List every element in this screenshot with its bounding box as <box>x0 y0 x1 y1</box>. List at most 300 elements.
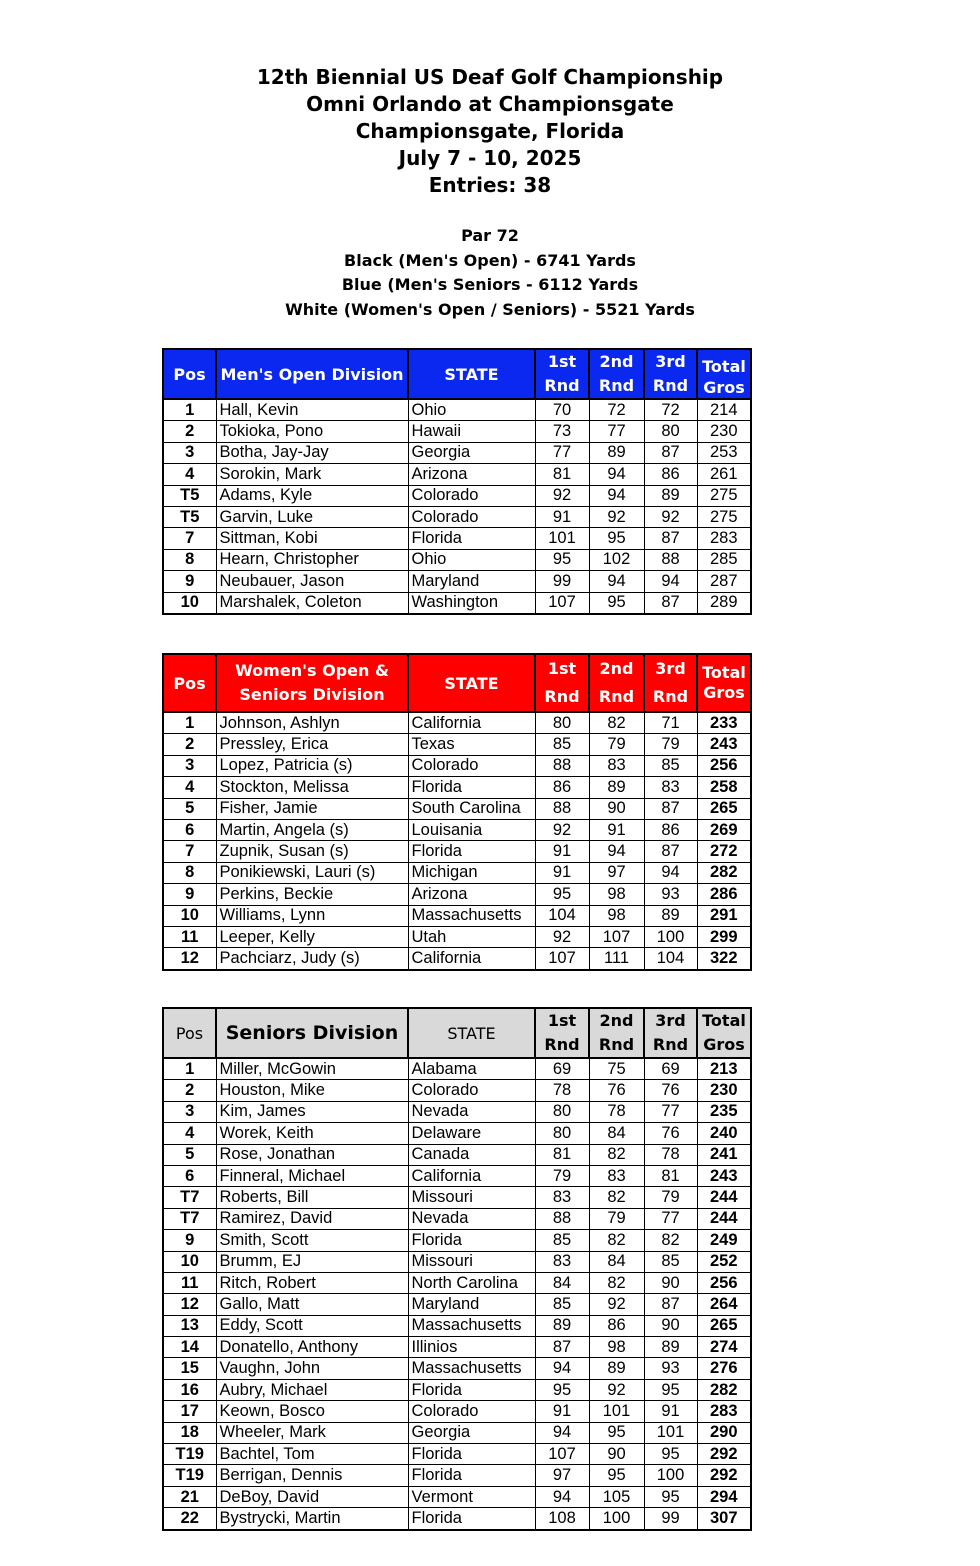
round-3-cell: 81 <box>644 1165 697 1186</box>
total-cell: 230 <box>697 421 751 442</box>
course-white-tees: White (Women's Open / Seniors) - 5521 Yards <box>285 299 695 319</box>
table-row <box>163 755 751 776</box>
round-1-cell: 94 <box>535 1422 589 1443</box>
round-1-cell: 85 <box>535 1230 589 1251</box>
round-3-cell: 79 <box>644 1187 697 1208</box>
round-3-cell: 89 <box>644 1337 697 1358</box>
round-2-cell: 89 <box>589 777 644 798</box>
header-division: Women's Open & Seniors Division <box>216 654 408 712</box>
player-name-cell: Johnson, Ashlyn <box>216 712 408 734</box>
round-1-cell: 94 <box>535 1358 589 1379</box>
state-cell: Canada <box>408 1144 535 1165</box>
state-cell: Colorado <box>408 1401 535 1422</box>
round-2-cell: 90 <box>589 798 644 819</box>
round-2-cell: 78 <box>589 1101 644 1122</box>
table-row <box>163 841 751 862</box>
round-2-cell: 100 <box>589 1508 644 1530</box>
round-3-cell: 85 <box>644 1251 697 1272</box>
round-3-cell: 72 <box>644 399 697 421</box>
state-cell: Florida <box>408 1379 535 1400</box>
total-cell: 240 <box>697 1123 751 1144</box>
round-2-cell: 89 <box>589 442 644 463</box>
mens-open-table <box>162 348 752 615</box>
total-cell: 283 <box>697 1401 751 1422</box>
round-2-cell: 84 <box>589 1123 644 1144</box>
round-1-cell: 89 <box>535 1315 589 1336</box>
player-name-cell: Williams, Lynn <box>216 905 408 926</box>
table-row <box>163 1165 751 1186</box>
course-black-tees: Black (Men's Open) - 6741 Yards <box>344 250 636 270</box>
table-row <box>163 734 751 755</box>
total-cell: 285 <box>697 549 751 570</box>
position-cell: T19 <box>163 1465 216 1486</box>
round-2-cell: 83 <box>589 755 644 776</box>
player-name-cell: Sorokin, Mark <box>216 464 408 485</box>
state-cell: Washington <box>408 592 535 614</box>
round-2-cell: 79 <box>589 1208 644 1229</box>
round-3-cell: 87 <box>644 798 697 819</box>
table-row <box>163 884 751 905</box>
state-cell: Michigan <box>408 862 535 883</box>
table-row <box>163 862 751 883</box>
position-cell: 2 <box>163 734 216 755</box>
player-name-cell: Bachtel, Tom <box>216 1444 408 1465</box>
player-name-cell: Neubauer, Jason <box>216 571 408 592</box>
round-1-cell: 85 <box>535 1294 589 1315</box>
player-name-cell: Ritch, Robert <box>216 1272 408 1293</box>
table-row <box>163 926 751 947</box>
round-3-cell: 87 <box>644 528 697 549</box>
table-row <box>163 1465 751 1486</box>
round-1-cell: 79 <box>535 1165 589 1186</box>
round-3-cell: 79 <box>644 734 697 755</box>
player-name-cell: Stockton, Melissa <box>216 777 408 798</box>
total-cell: 261 <box>697 464 751 485</box>
player-name-cell: Ponikiewski, Lauri (s) <box>216 862 408 883</box>
round-2-cell: 94 <box>589 571 644 592</box>
round-2-cell: 95 <box>589 1465 644 1486</box>
total-cell: 243 <box>697 1165 751 1186</box>
state-cell: Maryland <box>408 571 535 592</box>
round-3-cell: 86 <box>644 464 697 485</box>
state-cell: Alabama <box>408 1058 535 1080</box>
round-3-cell: 95 <box>644 1486 697 1507</box>
player-name-cell: Pressley, Erica <box>216 734 408 755</box>
table-row <box>163 819 751 840</box>
round-2-cell: 102 <box>589 549 644 570</box>
round-2-cell: 72 <box>589 399 644 421</box>
player-name-cell: Tokioka, Pono <box>216 421 408 442</box>
position-cell: 8 <box>163 549 216 570</box>
total-cell: 282 <box>697 862 751 883</box>
round-2-cell: 97 <box>589 862 644 883</box>
position-cell: 6 <box>163 819 216 840</box>
round-1-cell: 70 <box>535 399 589 421</box>
total-cell: 275 <box>697 506 751 527</box>
round-3-cell: 87 <box>644 1294 697 1315</box>
player-name-cell: Berrigan, Dennis <box>216 1465 408 1486</box>
round-3-cell: 101 <box>644 1422 697 1443</box>
state-cell: California <box>408 948 535 970</box>
round-3-cell: 77 <box>644 1101 697 1122</box>
total-cell: 286 <box>697 884 751 905</box>
round-3-cell: 86 <box>644 819 697 840</box>
total-cell: 276 <box>697 1358 751 1379</box>
round-1-cell: 69 <box>535 1058 589 1080</box>
state-cell: Florida <box>408 1444 535 1465</box>
header-round-1: 1st Rnd <box>535 654 589 712</box>
table-row <box>163 1058 751 1080</box>
total-cell: 243 <box>697 734 751 755</box>
header-total: Total Gros <box>697 349 751 399</box>
state-cell: Florida <box>408 841 535 862</box>
position-cell: 10 <box>163 1251 216 1272</box>
round-1-cell: 81 <box>535 1144 589 1165</box>
total-cell: 253 <box>697 442 751 463</box>
round-1-cell: 84 <box>535 1272 589 1293</box>
course-par: Par 72 <box>461 226 519 245</box>
round-1-cell: 83 <box>535 1251 589 1272</box>
total-cell: 244 <box>697 1208 751 1229</box>
state-cell: Massachusetts <box>408 905 535 926</box>
position-cell: 1 <box>163 712 216 734</box>
position-cell: 4 <box>163 1123 216 1144</box>
round-3-cell: 100 <box>644 926 697 947</box>
round-3-cell: 80 <box>644 421 697 442</box>
header-pos: Pos <box>163 654 216 712</box>
total-cell: 252 <box>697 1251 751 1272</box>
table-row <box>163 1230 751 1251</box>
total-cell: 307 <box>697 1508 751 1530</box>
round-2-cell: 98 <box>589 884 644 905</box>
round-1-cell: 107 <box>535 948 589 970</box>
table-row <box>163 1251 751 1272</box>
table-row <box>163 571 751 592</box>
state-cell: California <box>408 1165 535 1186</box>
player-name-cell: Vaughn, John <box>216 1358 408 1379</box>
round-1-cell: 101 <box>535 528 589 549</box>
table-row <box>163 1272 751 1293</box>
player-name-cell: Perkins, Beckie <box>216 884 408 905</box>
player-name-cell: Ramirez, David <box>216 1208 408 1229</box>
round-1-cell: 86 <box>535 777 589 798</box>
state-cell: Florida <box>408 1230 535 1251</box>
table-row <box>163 1315 751 1336</box>
player-name-cell: Hearn, Christopher <box>216 549 408 570</box>
position-cell: T7 <box>163 1187 216 1208</box>
position-cell: 2 <box>163 1080 216 1101</box>
player-name-cell: Aubry, Michael <box>216 1379 408 1400</box>
position-cell: 7 <box>163 528 216 549</box>
state-cell: Nevada <box>408 1101 535 1122</box>
seniors-table <box>162 1007 752 1531</box>
womens-open-table <box>162 653 752 971</box>
player-name-cell: Bystrycki, Martin <box>216 1508 408 1530</box>
total-cell: 274 <box>697 1337 751 1358</box>
table-row <box>163 1358 751 1379</box>
position-cell: 9 <box>163 571 216 592</box>
header-round-3: 3rd Rnd <box>644 654 697 712</box>
player-name-cell: Gallo, Matt <box>216 1294 408 1315</box>
header-pos: Pos <box>163 349 216 399</box>
table-row <box>163 592 751 614</box>
player-name-cell: Leeper, Kelly <box>216 926 408 947</box>
player-name-cell: Rose, Jonathan <box>216 1144 408 1165</box>
round-2-cell: 91 <box>589 819 644 840</box>
header-total: Total Gros <box>697 1008 751 1058</box>
round-1-cell: 94 <box>535 1486 589 1507</box>
total-cell: 264 <box>697 1294 751 1315</box>
position-cell: 4 <box>163 464 216 485</box>
round-2-cell: 90 <box>589 1444 644 1465</box>
total-cell: 294 <box>697 1486 751 1507</box>
player-name-cell: Smith, Scott <box>216 1230 408 1251</box>
table-row <box>163 1144 751 1165</box>
total-cell: 283 <box>697 528 751 549</box>
round-3-cell: 78 <box>644 1144 697 1165</box>
player-name-cell: Donatello, Anthony <box>216 1337 408 1358</box>
round-2-cell: 82 <box>589 712 644 734</box>
position-cell: 9 <box>163 1230 216 1251</box>
state-cell: Missouri <box>408 1251 535 1272</box>
round-1-cell: 92 <box>535 485 589 506</box>
total-cell: 287 <box>697 571 751 592</box>
position-cell: 13 <box>163 1315 216 1336</box>
state-cell: Florida <box>408 1465 535 1486</box>
state-cell: South Carolina <box>408 798 535 819</box>
round-3-cell: 87 <box>644 442 697 463</box>
position-cell: T19 <box>163 1444 216 1465</box>
total-cell: 249 <box>697 1230 751 1251</box>
round-1-cell: 91 <box>535 841 589 862</box>
round-2-cell: 95 <box>589 528 644 549</box>
header-pos: Pos <box>163 1008 216 1058</box>
table-row <box>163 485 751 506</box>
header-round-2: 2nd Rnd <box>589 654 644 712</box>
round-1-cell: 107 <box>535 592 589 614</box>
round-2-cell: 82 <box>589 1272 644 1293</box>
header-round-3: 3rd Rnd <box>644 1008 697 1058</box>
position-cell: 4 <box>163 777 216 798</box>
table-row <box>163 1187 751 1208</box>
round-2-cell: 89 <box>589 1358 644 1379</box>
event-location: Championsgate, Florida <box>355 119 625 143</box>
position-cell: 9 <box>163 884 216 905</box>
total-cell: 290 <box>697 1422 751 1443</box>
position-cell: 18 <box>163 1422 216 1443</box>
table-row <box>163 1444 751 1465</box>
round-1-cell: 85 <box>535 734 589 755</box>
player-name-cell: Houston, Mike <box>216 1080 408 1101</box>
round-3-cell: 71 <box>644 712 697 734</box>
round-2-cell: 82 <box>589 1230 644 1251</box>
round-2-cell: 92 <box>589 1379 644 1400</box>
total-cell: 292 <box>697 1465 751 1486</box>
course-info <box>0 224 980 322</box>
total-cell: 214 <box>697 399 751 421</box>
event-entries: Entries: 38 <box>428 173 552 197</box>
round-2-cell: 94 <box>589 464 644 485</box>
position-cell: 16 <box>163 1379 216 1400</box>
round-3-cell: 95 <box>644 1444 697 1465</box>
round-2-cell: 98 <box>589 905 644 926</box>
round-3-cell: 100 <box>644 1465 697 1486</box>
state-cell: Colorado <box>408 485 535 506</box>
player-name-cell: Pachciarz, Judy (s) <box>216 948 408 970</box>
player-name-cell: Kim, James <box>216 1101 408 1122</box>
round-3-cell: 89 <box>644 485 697 506</box>
round-1-cell: 91 <box>535 862 589 883</box>
state-cell: Colorado <box>408 1080 535 1101</box>
table-row <box>163 1337 751 1358</box>
table-row <box>163 777 751 798</box>
round-2-cell: 86 <box>589 1315 644 1336</box>
round-3-cell: 85 <box>644 755 697 776</box>
total-cell: 269 <box>697 819 751 840</box>
round-2-cell: 83 <box>589 1165 644 1186</box>
round-3-cell: 93 <box>644 1358 697 1379</box>
event-venue: Omni Orlando at Championsgate <box>306 92 674 116</box>
state-cell: Ohio <box>408 399 535 421</box>
table-row <box>163 1080 751 1101</box>
state-cell: Florida <box>408 777 535 798</box>
round-3-cell: 69 <box>644 1058 697 1080</box>
round-1-cell: 108 <box>535 1508 589 1530</box>
round-3-cell: 92 <box>644 506 697 527</box>
round-3-cell: 89 <box>644 905 697 926</box>
round-3-cell: 93 <box>644 884 697 905</box>
player-name-cell: Brumm, EJ <box>216 1251 408 1272</box>
position-cell: 12 <box>163 948 216 970</box>
course-blue-tees: Blue (Men's Seniors - 6112 Yards <box>341 275 639 294</box>
table-row <box>163 1422 751 1443</box>
state-cell: Arizona <box>408 464 535 485</box>
round-2-cell: 95 <box>589 1422 644 1443</box>
round-2-cell: 101 <box>589 1401 644 1422</box>
header-state: STATE <box>408 654 535 712</box>
round-3-cell: 90 <box>644 1315 697 1336</box>
player-name-cell: Keown, Bosco <box>216 1401 408 1422</box>
position-cell: 2 <box>163 421 216 442</box>
position-cell: 5 <box>163 798 216 819</box>
round-2-cell: 107 <box>589 926 644 947</box>
table-row <box>163 1208 751 1229</box>
player-name-cell: Eddy, Scott <box>216 1315 408 1336</box>
table-row <box>163 506 751 527</box>
round-1-cell: 104 <box>535 905 589 926</box>
state-cell: Arizona <box>408 884 535 905</box>
player-name-cell: Fisher, Jamie <box>216 798 408 819</box>
round-3-cell: 87 <box>644 841 697 862</box>
position-cell: 17 <box>163 1401 216 1422</box>
position-cell: 11 <box>163 1272 216 1293</box>
round-1-cell: 92 <box>535 819 589 840</box>
total-cell: 233 <box>697 712 751 734</box>
position-cell: 10 <box>163 592 216 614</box>
round-1-cell: 77 <box>535 442 589 463</box>
table-row <box>163 1486 751 1507</box>
round-2-cell: 111 <box>589 948 644 970</box>
player-name-cell: Miller, McGowin <box>216 1058 408 1080</box>
round-3-cell: 76 <box>644 1123 697 1144</box>
event-title: 12th Biennial US Deaf Golf Championship <box>256 65 724 89</box>
position-cell: 1 <box>163 1058 216 1080</box>
round-1-cell: 97 <box>535 1465 589 1486</box>
state-cell: Georgia <box>408 1422 535 1443</box>
header-state: STATE <box>408 349 535 399</box>
round-3-cell: 91 <box>644 1401 697 1422</box>
table-row <box>163 464 751 485</box>
round-1-cell: 80 <box>535 712 589 734</box>
total-cell: 292 <box>697 1444 751 1465</box>
state-cell: Georgia <box>408 442 535 463</box>
state-cell: Florida <box>408 1508 535 1530</box>
header-total: Total Gros <box>697 654 751 712</box>
round-1-cell: 88 <box>535 798 589 819</box>
position-cell: 12 <box>163 1294 216 1315</box>
player-name-cell: Zupnik, Susan (s) <box>216 841 408 862</box>
header-round-1: 1st Rnd <box>535 1008 589 1058</box>
round-2-cell: 94 <box>589 841 644 862</box>
player-name-cell: Hall, Kevin <box>216 399 408 421</box>
round-3-cell: 99 <box>644 1508 697 1530</box>
round-1-cell: 99 <box>535 571 589 592</box>
header-state: STATE <box>408 1008 535 1058</box>
state-cell: California <box>408 712 535 734</box>
table-row <box>163 528 751 549</box>
state-cell: Louisania <box>408 819 535 840</box>
header-division: Seniors Division <box>216 1008 408 1058</box>
round-1-cell: 88 <box>535 1208 589 1229</box>
player-name-cell: Worek, Keith <box>216 1123 408 1144</box>
round-2-cell: 95 <box>589 592 644 614</box>
state-cell: Utah <box>408 926 535 947</box>
round-2-cell: 84 <box>589 1251 644 1272</box>
round-3-cell: 94 <box>644 862 697 883</box>
player-name-cell: Wheeler, Mark <box>216 1422 408 1443</box>
round-3-cell: 95 <box>644 1379 697 1400</box>
state-cell: Vermont <box>408 1486 535 1507</box>
round-1-cell: 81 <box>535 464 589 485</box>
state-cell: Hawaii <box>408 421 535 442</box>
total-cell: 299 <box>697 926 751 947</box>
total-cell: 265 <box>697 1315 751 1336</box>
table-row <box>163 798 751 819</box>
round-3-cell: 104 <box>644 948 697 970</box>
event-dates: July 7 - 10, 2025 <box>398 146 582 170</box>
player-name-cell: Garvin, Luke <box>216 506 408 527</box>
position-cell: 8 <box>163 862 216 883</box>
round-1-cell: 83 <box>535 1187 589 1208</box>
round-1-cell: 87 <box>535 1337 589 1358</box>
total-cell: 322 <box>697 948 751 970</box>
round-2-cell: 79 <box>589 734 644 755</box>
total-cell: 265 <box>697 798 751 819</box>
round-2-cell: 75 <box>589 1058 644 1080</box>
player-name-cell: Finneral, Michael <box>216 1165 408 1186</box>
player-name-cell: Botha, Jay-Jay <box>216 442 408 463</box>
round-2-cell: 92 <box>589 1294 644 1315</box>
position-cell: 1 <box>163 399 216 421</box>
round-3-cell: 76 <box>644 1080 697 1101</box>
round-3-cell: 77 <box>644 1208 697 1229</box>
position-cell: 11 <box>163 926 216 947</box>
round-1-cell: 92 <box>535 926 589 947</box>
header-round-1: 1st Rnd <box>535 349 589 399</box>
position-cell: 15 <box>163 1358 216 1379</box>
total-cell: 272 <box>697 841 751 862</box>
round-1-cell: 91 <box>535 1401 589 1422</box>
